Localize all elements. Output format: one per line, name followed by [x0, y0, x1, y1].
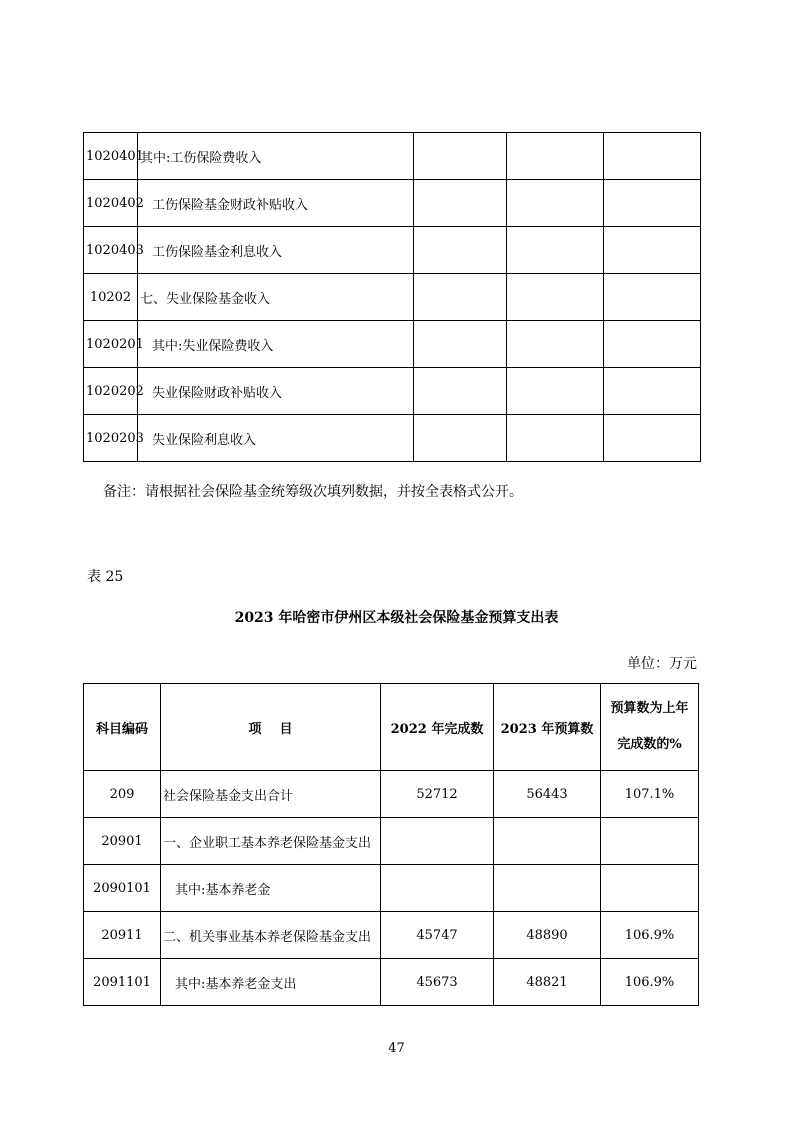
table-row: [84, 274, 701, 321]
subject-name: 二、机关事业基本养老保险基金支出: [161, 912, 381, 959]
value-2023: [494, 865, 601, 912]
value-cell: [507, 227, 604, 274]
subject-code: 2090101: [84, 865, 161, 912]
value-2022: [381, 865, 494, 912]
value-cell: [604, 368, 701, 415]
subject-code: 2091101: [84, 959, 161, 1006]
table-row: [84, 865, 699, 912]
subject-code: 20911: [84, 912, 161, 959]
header-ratio-line2: 完成数的%: [617, 737, 682, 752]
subject-code: 20901: [84, 818, 161, 865]
table-row: [84, 368, 701, 415]
value-ratio: [601, 865, 699, 912]
value-2022: 45673: [381, 959, 494, 1006]
value-ratio: 106.9%: [601, 912, 699, 959]
value-2023: 48890: [494, 912, 601, 959]
subject-name: 社会保险基金支出合计: [161, 771, 381, 818]
value-cell: [604, 415, 701, 462]
subject-name: 失业保险利息收入: [138, 415, 414, 462]
value-cell: [604, 133, 701, 180]
table-row: [84, 133, 701, 180]
subject-code: 1020203: [84, 415, 138, 462]
header-2022: 2022 年完成数: [381, 684, 494, 771]
unit-label: 单位：万元: [627, 656, 697, 672]
subject-name: 其中:失业保险费收入: [138, 321, 414, 368]
value-cell: [414, 274, 507, 321]
value-ratio: 106.9%: [601, 959, 699, 1006]
table-row: [84, 912, 699, 959]
table-note: 备注：请根据社会保险基金统筹级次填列数据，并按全表格式公开。: [103, 484, 523, 500]
value-cell: [507, 133, 604, 180]
table-header-row: [84, 684, 699, 771]
subject-code: 1020202: [84, 368, 138, 415]
value-cell: [604, 227, 701, 274]
value-cell: [414, 227, 507, 274]
expenditure-table: [83, 683, 699, 1006]
value-cell: [414, 415, 507, 462]
subject-code: 1020401: [84, 133, 138, 180]
value-2022: 45747: [381, 912, 494, 959]
value-ratio: [601, 818, 699, 865]
subject-name: 其中:工伤保险费收入: [138, 133, 414, 180]
value-2022: 52712: [381, 771, 494, 818]
table-row: [84, 959, 699, 1006]
subject-name: 七、失业保险基金收入: [138, 274, 414, 321]
table-row: [84, 818, 699, 865]
value-cell: [604, 321, 701, 368]
value-cell: [507, 321, 604, 368]
table-number: 表 25: [87, 569, 124, 585]
subject-code: 1020402: [84, 180, 138, 227]
value-cell: [414, 321, 507, 368]
subject-code: 209: [84, 771, 161, 818]
value-cell: [414, 133, 507, 180]
header-code: 科目编码: [84, 684, 161, 771]
header-2023: 2023 年预算数: [494, 684, 601, 771]
value-cell: [414, 180, 507, 227]
value-cell: [507, 274, 604, 321]
value-cell: [604, 274, 701, 321]
value-cell: [507, 415, 604, 462]
header-item: 项 目: [161, 684, 381, 771]
table-row: [84, 227, 701, 274]
income-table-continued: [83, 132, 701, 462]
subject-code: 1020201: [84, 321, 138, 368]
value-cell: [507, 368, 604, 415]
table-row: [84, 771, 699, 818]
value-2023: [494, 818, 601, 865]
subject-code: 1020403: [84, 227, 138, 274]
subject-name: 一、企业职工基本养老保险基金支出: [161, 818, 381, 865]
table-row: [84, 180, 701, 227]
header-ratio-line1: 预算数为上年: [610, 701, 689, 716]
value-2022: [381, 818, 494, 865]
subject-name: 工伤保险基金财政补贴收入: [138, 180, 414, 227]
value-2023: 56443: [494, 771, 601, 818]
value-2023: 48821: [494, 959, 601, 1006]
subject-name: 失业保险财政补贴收入: [138, 368, 414, 415]
subject-name: 其中:基本养老金支出: [161, 959, 381, 1006]
page-number: 47: [388, 1041, 405, 1056]
value-ratio: 107.1%: [601, 771, 699, 818]
header-ratio: [601, 684, 699, 771]
value-cell: [507, 180, 604, 227]
value-cell: [414, 368, 507, 415]
table-row: [84, 415, 701, 462]
table-row: [84, 321, 701, 368]
value-cell: [604, 180, 701, 227]
subject-name: 工伤保险基金利息收入: [138, 227, 414, 274]
subject-code: 10202: [84, 274, 138, 321]
table-title: 2023 年哈密市伊州区本级社会保险基金预算支出表: [234, 610, 559, 626]
subject-name: 其中:基本养老金: [161, 865, 381, 912]
